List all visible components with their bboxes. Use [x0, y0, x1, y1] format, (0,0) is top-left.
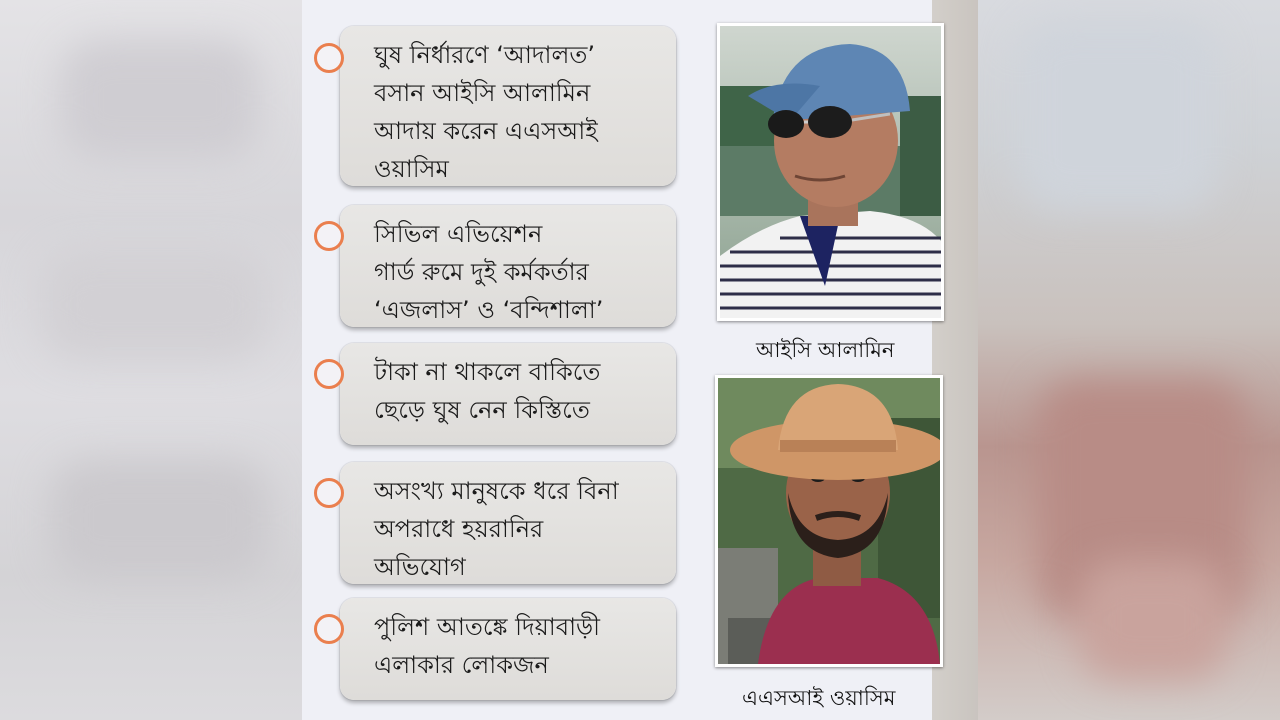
point-text-1: ঘুষ নির্ধারণে ‘আদালত’ বসান আইসি আলামিন আদায় করেন এএসআই ওয়াসিম — [374, 41, 598, 183]
bullet-ring-icon — [314, 221, 344, 251]
blurred-backdrop-right — [978, 0, 1280, 720]
point-text-3: টাকা না থাকলে বাকিতে ছেড়ে ঘুষ নেন কিস্তিতে — [374, 358, 601, 424]
caption-wasim: এএসআই ওয়াসিম — [742, 686, 896, 710]
point-box-2 — [340, 205, 676, 327]
point-box-3 — [340, 343, 676, 445]
point-box-5 — [340, 598, 676, 700]
point-text-4: অসংখ্য মানুষকে ধরে বিনা অপরাধে হয়রানির অভিযোগ — [374, 477, 619, 581]
portrait-alamin-illustration — [720, 26, 941, 318]
point-box-4 — [340, 462, 676, 584]
infographic-card — [302, 0, 978, 720]
bullet-ring-icon — [314, 614, 344, 644]
bullet-ring-icon — [314, 43, 344, 73]
photo-alamin — [717, 23, 944, 321]
point-text-2: সিভিল এভিয়েশন গার্ড রুমে দুই কর্মকর্তার ‘এজলাস’ ও ‘বন্দিশালা’ — [374, 220, 604, 324]
bullet-ring-icon — [314, 359, 344, 389]
point-text-5: পুলিশ আতঙ্কে দিয়াবাড়ী এলাকার লোকজন — [374, 613, 601, 679]
portrait-wasim-illustration — [718, 378, 940, 664]
bullet-ring-icon — [314, 478, 344, 508]
photo-wasim — [715, 375, 943, 667]
blurred-backdrop-left — [0, 0, 302, 720]
caption-alamin: আইসি আলামিন — [756, 338, 895, 362]
point-box-1 — [340, 26, 676, 186]
